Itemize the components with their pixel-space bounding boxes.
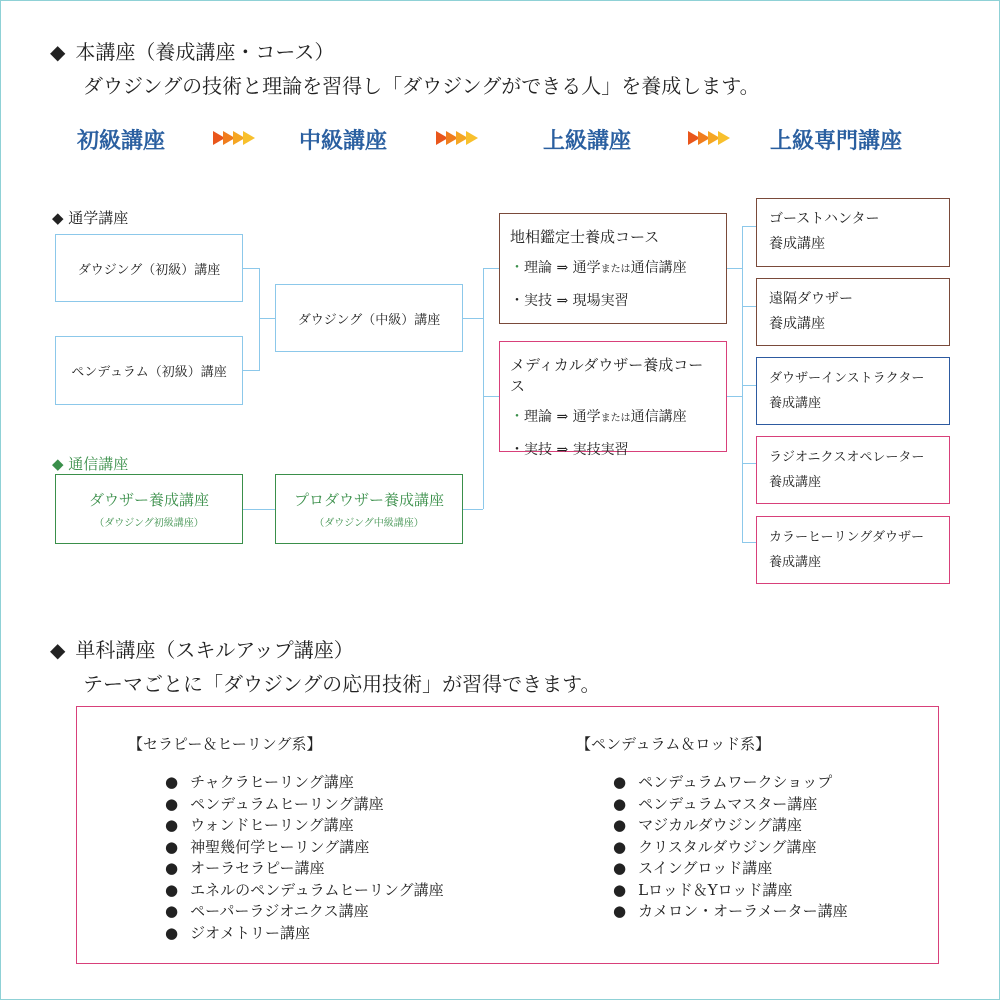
therapy-healing-category: 【セラピー＆ヒーリング系】 [128,735,322,753]
skill-course-item: ● ジオメトリー講座 [165,923,444,945]
level-chukyu: 中級講座 [299,128,388,154]
arrow-right-icon [688,131,730,145]
pro-dowser-yousei-box: プロダウザー養成講座 （ダウジング中級講座） [275,474,463,544]
skill-course-item: ● オーラセラピー講座 [165,858,444,880]
skill-course-item: ● Lロッド＆Yロッド講座 [613,880,848,902]
skill-course-item: ● ペンデュラムマスター講座 [613,794,848,816]
skill-course-item: ● エネルのペンデュラムヒーリング講座 [165,880,444,902]
dowser-yousei-box: ダウザー養成講座 （ダウジング初級講座） [55,474,243,544]
skill-section-title: ◆ 単科講座（スキルアップ講座） [50,638,354,662]
diamond-bullet-icon: ◆ [50,40,66,64]
level-jokyu: 上級講座 [543,128,632,154]
skill-course-item: ● カメロン・オーラメーター講座 [613,901,848,923]
skill-course-item: ● ウォンドヒーリング講座 [165,815,444,837]
chukyu-dowsing-box: ダウジング（中級）講座 [275,284,463,352]
shokyu-pendulum-box: ペンデュラム（初級）講座 [55,336,243,405]
diamond-bullet-icon: ◆ [50,638,66,662]
level-shokyu: 初級講座 [77,128,166,154]
skill-course-item: ● ペーパーラジオニクス講座 [165,901,444,923]
dowser-instructor-box: ダウザーインストラクター 養成講座 [756,357,950,425]
ghost-hunter-box: ゴーストハンター 養成講座 [756,198,950,267]
level-jokyu-senmon: 上級専門講座 [770,128,903,154]
color-healing-dowser-box: カラーヒーリングダウザー 養成講座 [756,516,950,584]
therapy-healing-list [165,772,444,944]
chiso-kanteishi-course-box: 地相鑑定士養成コース ・理論 ⇒ 通学または通信講座 ・実技 ⇒ 現場実習 [499,213,727,324]
main-section-title: ◆ 本講座（養成講座・コース） [50,40,335,64]
skill-course-item: ● 神聖幾何学ヒーリング講座 [165,837,444,859]
radionics-operator-box: ラジオニクスオペレーター 養成講座 [756,436,950,504]
tsushin-label: ◆ 通信講座 [52,455,129,473]
main-section-subtitle: ダウジングの技術と理論を習得し「ダウジングができる人」を養成します。 [83,74,760,98]
arrow-right-icon [436,131,478,145]
shokyu-dowsing-box: ダウジング（初級）講座 [55,234,243,302]
pendulum-rod-category: 【ペンデュラム＆ロッド系】 [576,735,771,753]
skill-course-item: ● マジカルダウジング講座 [613,815,848,837]
arrow-right-icon [213,131,255,145]
skill-course-item: ● ペンデュラムワークショップ [613,772,848,794]
skill-section-subtitle: テーマごとに「ダウジングの応用技術」が習得できます。 [83,672,601,696]
pendulum-rod-list [613,772,848,923]
medical-dowser-course-box: メディカルダウザー養成コース ・理論 ⇒ 通学または通信講座 ・実技 ⇒ 実技実習 [499,341,727,452]
tsugaku-label: ◆ 通学講座 [52,209,129,227]
enkaku-dowser-box: 遠隔ダウザー 養成講座 [756,278,950,346]
skill-course-item: ● スイングロッド講座 [613,858,848,880]
skill-course-item: ● ペンデュラムヒーリング講座 [165,794,444,816]
skill-course-item: ● クリスタルダウジング講座 [613,837,848,859]
skill-course-item: ● チャクラヒーリング講座 [165,772,444,794]
